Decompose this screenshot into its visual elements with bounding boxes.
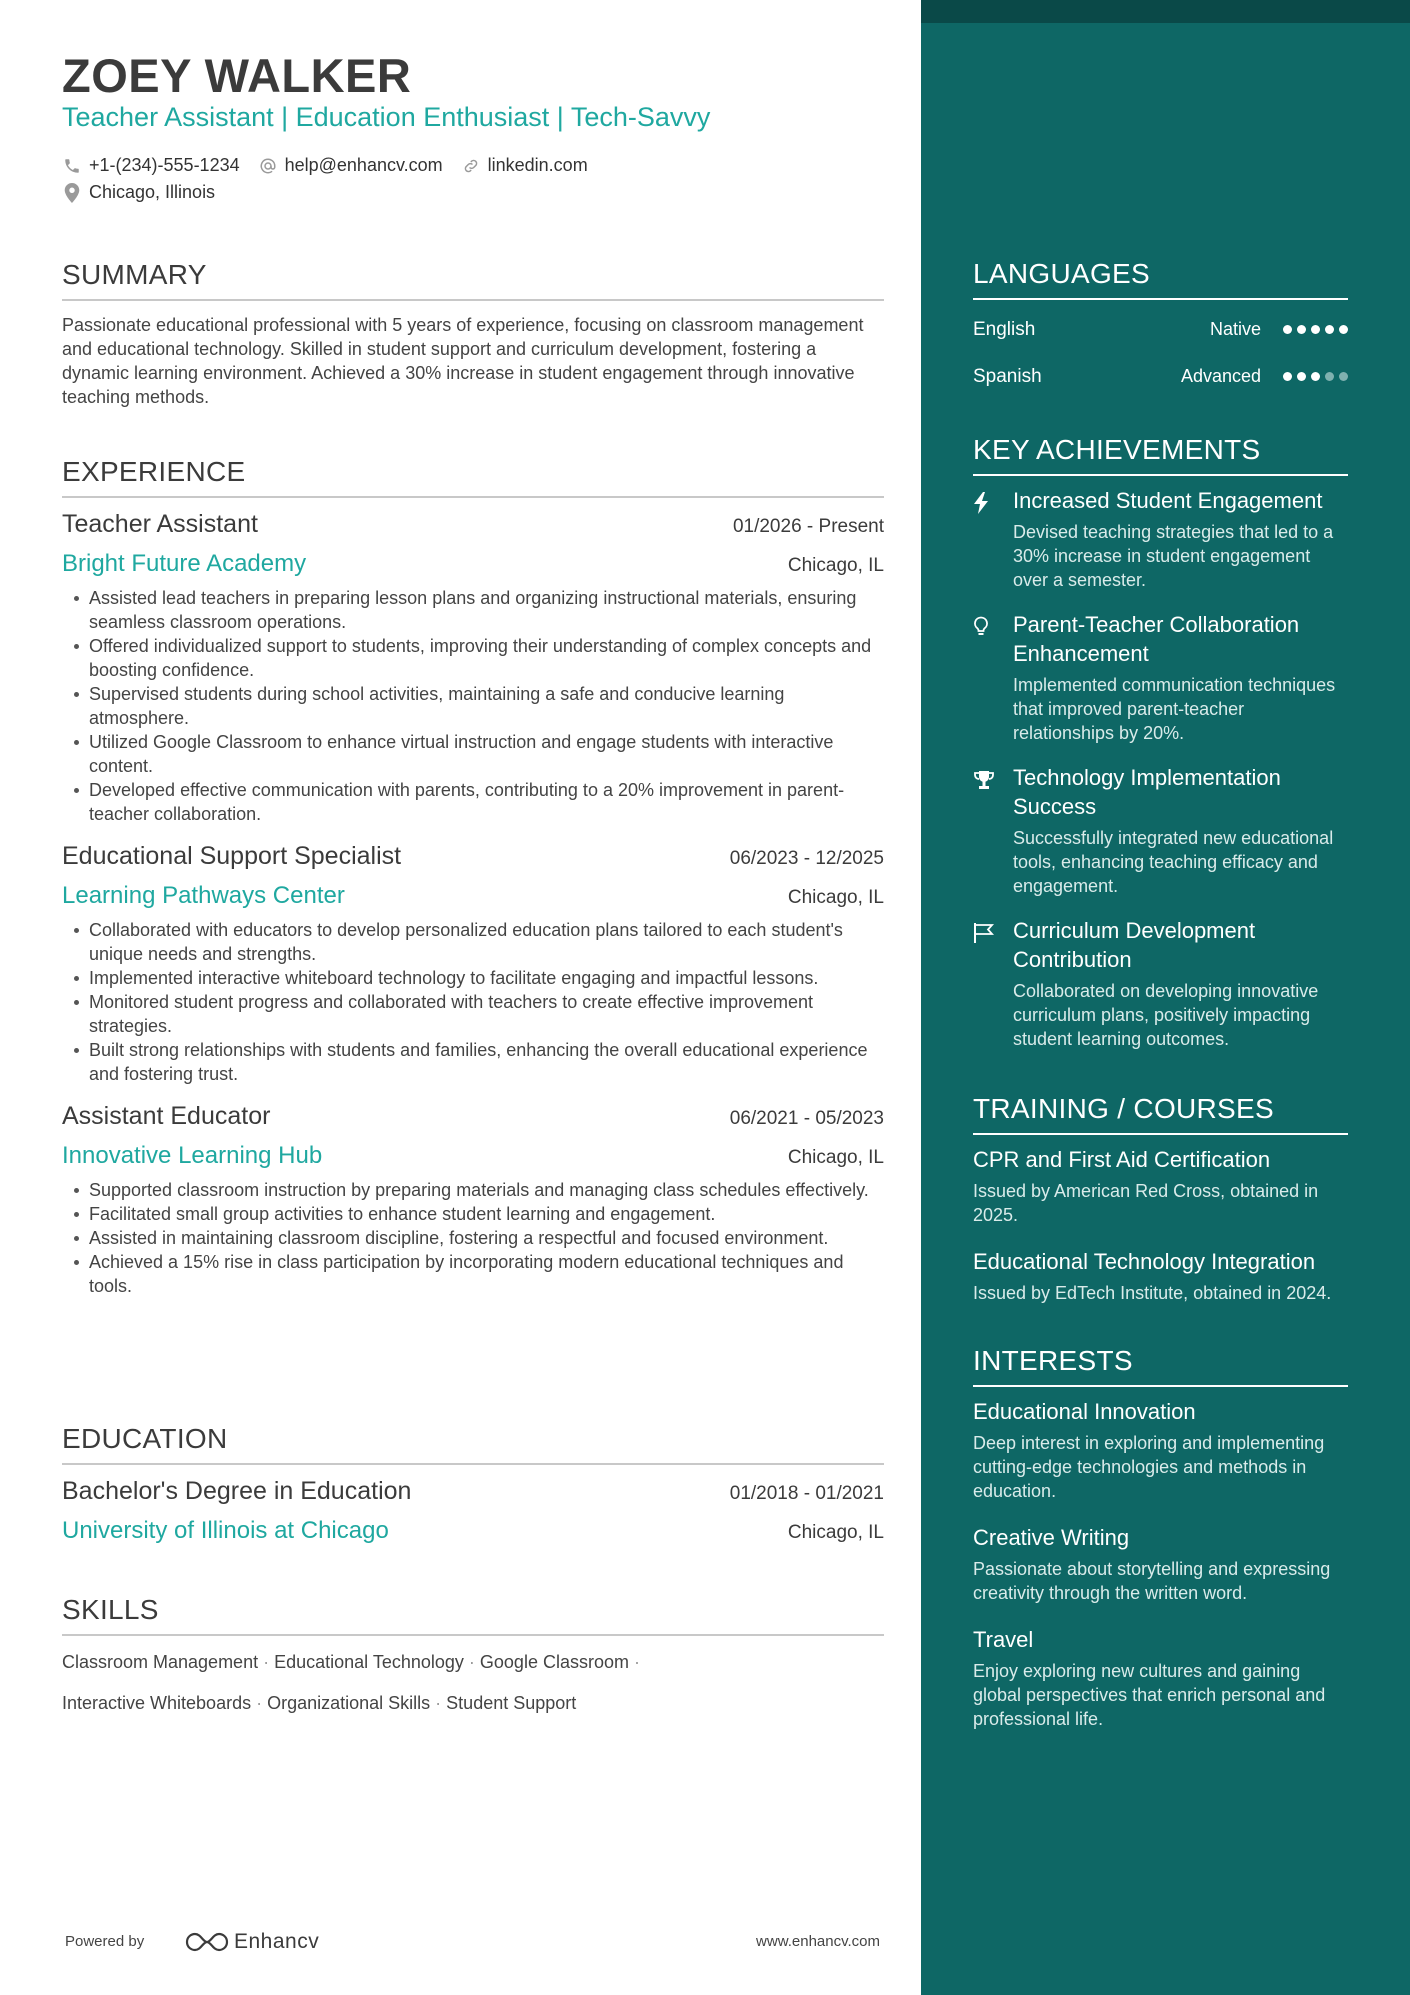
job-title: Educational Support Specialist — [62, 842, 402, 870]
language-row — [973, 306, 1348, 353]
section-divider — [62, 299, 884, 301]
interest-title: Travel — [973, 1627, 1034, 1652]
location-pin-icon — [62, 183, 82, 203]
interest-item — [973, 1523, 1348, 1605]
list-item: Facilitated small group activities to enhance student learning and engagement. — [62, 1202, 884, 1226]
job-entry — [62, 836, 884, 1086]
language-rating — [1283, 372, 1348, 381]
achievement-item — [973, 610, 1348, 745]
language-level: Advanced — [1180, 366, 1261, 386]
section-divider — [973, 1133, 1348, 1135]
education-dates: 01/2018 - 01/2021 — [729, 1483, 884, 1504]
course-item — [973, 1145, 1348, 1227]
list-item: Assisted lead teachers in preparing lesson plans and organizing instructional materials, ensuring seamless classroom operations. — [62, 586, 884, 634]
email-text: help@enhancv.com — [284, 155, 443, 175]
course-title: Educational Technology Integration — [973, 1249, 1316, 1274]
language-name: Spanish — [973, 365, 1042, 387]
list-item: Supported classroom instruction by preparing materials and managing class schedules effectively. — [62, 1178, 884, 1202]
job-bullets — [62, 918, 884, 1086]
interest-desc: Passionate about storytelling and expressing creativity through the written word. — [973, 1559, 1331, 1603]
trophy-icon — [973, 763, 1013, 898]
rating-dot-filled — [1283, 325, 1292, 334]
job-bullets — [62, 1178, 884, 1298]
lightning-icon — [973, 486, 1013, 592]
enhancv-logo-icon — [184, 1931, 230, 1953]
section-divider — [62, 1463, 884, 1465]
degree-title: Bachelor's Degree in Education — [62, 1477, 412, 1505]
course-desc: Issued by EdTech Institute, obtained in 2024. — [973, 1283, 1332, 1303]
section-divider — [62, 1634, 884, 1636]
language-name: English — [973, 318, 1036, 340]
contact-email[interactable] — [258, 155, 443, 176]
interest-item — [973, 1625, 1348, 1731]
course-title: CPR and First Aid Certification — [973, 1147, 1271, 1172]
skill-item: Classroom Management — [62, 1652, 259, 1672]
list-item: Supervised students during school activities, maintaining a safe and conducive learning atmosphere. — [62, 682, 884, 730]
section-divider — [973, 1385, 1348, 1387]
phone-text: +1-(234)-555-1234 — [89, 155, 240, 175]
job-location: Chicago, IL — [787, 887, 884, 908]
job-entry — [62, 1096, 884, 1298]
contact-location — [62, 182, 215, 203]
rating-dot-filled — [1325, 325, 1334, 334]
rating-dot-filled — [1311, 325, 1320, 334]
linkedin-text: linkedin.com — [487, 155, 588, 175]
training-section — [973, 1089, 1348, 1305]
job-dates: 06/2021 - 05/2023 — [729, 1108, 884, 1129]
job-company: Learning Pathways Center — [62, 882, 345, 909]
interests-section — [973, 1341, 1348, 1731]
phone-icon — [62, 156, 82, 176]
languages-section — [973, 254, 1348, 400]
interest-title: Creative Writing — [973, 1525, 1130, 1550]
rating-dot-empty — [1325, 372, 1334, 381]
at-icon — [258, 156, 278, 176]
school-location: Chicago, IL — [787, 1522, 884, 1543]
summary-text: Passionate educational professional with 5 years of experience, focusing on classroom management and educational technology. Skilled in student support and curriculum development, fostering a dynamic learning environment. Achieved a 30% increase in student engagement through innovative teaching methods. — [62, 315, 864, 407]
language-rating — [1283, 325, 1348, 334]
footer — [62, 1930, 884, 1960]
list-item: Collaborated with educators to develop personalized education plans tailored to each student's unique needs and strengths. — [62, 918, 884, 966]
achievement-desc: Devised teaching strategies that led to a 30% increase in student engagement over a semester. — [1013, 522, 1334, 590]
achievement-item — [973, 486, 1348, 592]
contact-linkedin[interactable] — [461, 155, 588, 176]
interest-title: Educational Innovation — [973, 1399, 1196, 1424]
list-item: Offered individualized support to students, improving their understanding of complex concepts and boosting confidence. — [62, 634, 884, 682]
rating-dot-filled — [1297, 372, 1306, 381]
school-name: University of Illinois at Chicago — [62, 1517, 389, 1544]
contact-info — [62, 152, 884, 206]
job-entry — [62, 504, 884, 826]
location-text: Chicago, Illinois — [89, 182, 216, 202]
section-title: SUMMARY — [62, 259, 207, 290]
skill-item: Organizational Skills — [267, 1693, 431, 1713]
job-location: Chicago, IL — [787, 555, 884, 576]
interest-desc: Deep interest in exploring and implementing cutting-edge technologies and methods in education. — [973, 1433, 1325, 1501]
list-item: Developed effective communication with parents, contributing to a 20% improvement in parent-teacher collaboration. — [62, 778, 884, 826]
job-bullets — [62, 586, 884, 826]
contact-phone[interactable] — [62, 155, 240, 176]
list-item: Achieved a 15% rise in class participation by incorporating modern educational techniques and tools. — [62, 1250, 884, 1298]
rating-dot-filled — [1297, 325, 1306, 334]
skills-list: Classroom Management · Educational Technology · Google Classroom · Interactive Whiteboards · Organizational Skills · Student Support — [62, 1652, 640, 1713]
achievement-desc: Collaborated on developing innovative curriculum plans, positively impacting student learning outcomes. — [1013, 981, 1319, 1049]
list-item: Monitored student progress and collaborated with teachers to create effective improvement strategies. — [62, 990, 884, 1038]
powered-by-label: Powered by — [65, 1933, 145, 1950]
job-company: Innovative Learning Hub — [62, 1142, 323, 1169]
job-title: Assistant Educator — [62, 1102, 271, 1130]
website-link[interactable]: www.enhancv.com — [756, 1933, 880, 1950]
section-title: SKILLS — [62, 1594, 159, 1625]
section-title: KEY ACHIEVEMENTS — [973, 434, 1261, 465]
section-title: INTERESTS — [973, 1345, 1133, 1376]
achievement-desc: Implemented communication techniques that improved parent-teacher relationships by 20%. — [1013, 675, 1336, 743]
lightbulb-icon — [973, 610, 1013, 745]
language-level: Native — [1209, 319, 1261, 339]
section-title: EXPERIENCE — [62, 456, 246, 487]
job-company: Bright Future Academy — [62, 550, 307, 577]
achievement-title: Parent-Teacher Collaboration Enhancement — [1013, 612, 1300, 666]
section-title: TRAINING / COURSES — [973, 1093, 1274, 1124]
interest-desc: Enjoy exploring new cultures and gaining global perspectives that enrich personal and professional life. — [973, 1661, 1326, 1729]
flag-icon — [973, 916, 1013, 1051]
enhancv-logo[interactable] — [184, 1930, 319, 1954]
section-title: LANGUAGES — [973, 258, 1150, 289]
skills-section — [62, 1590, 884, 1732]
experience-section — [62, 452, 884, 1298]
rating-dot-filled — [1339, 325, 1348, 334]
job-dates: 06/2023 - 12/2025 — [729, 848, 884, 869]
job-title: Teacher Assistant — [62, 510, 258, 538]
language-row — [973, 353, 1348, 400]
summary-section — [62, 255, 884, 409]
rating-dot-empty — [1339, 372, 1348, 381]
sidebar — [921, 0, 1410, 1995]
link-icon — [461, 156, 481, 176]
section-divider — [973, 474, 1348, 476]
job-dates: 01/2026 - Present — [732, 516, 884, 537]
list-item: Utilized Google Classroom to enhance virtual instruction and engage students with interactive content. — [62, 730, 884, 778]
sidebar-top-band — [921, 0, 1410, 23]
section-title: EDUCATION — [62, 1423, 228, 1454]
section-divider — [62, 496, 884, 498]
candidate-headline: Teacher Assistant | Education Enthusiast | Tech-Savvy — [62, 102, 711, 132]
list-item: Built strong relationships with students and families, enhancing the overall educational experience and fostering trust. — [62, 1038, 884, 1086]
achievement-title: Technology Implementation Success — [1013, 765, 1281, 819]
skill-item: Google Classroom — [479, 1652, 629, 1672]
achievement-title: Increased Student Engagement — [1013, 488, 1323, 513]
list-item: Implemented interactive whiteboard technology to facilitate engaging and impactful lessons. — [62, 966, 884, 990]
section-divider — [973, 298, 1348, 300]
job-location: Chicago, IL — [787, 1147, 884, 1168]
achievement-desc: Successfully integrated new educational tools, enhancing teaching efficacy and engagement. — [1013, 828, 1334, 896]
skill-item: Educational Technology — [274, 1652, 464, 1672]
skill-item: Interactive Whiteboards — [62, 1693, 252, 1713]
brand-name: Enhancv — [234, 1930, 320, 1953]
achievement-item — [973, 916, 1348, 1051]
achievements-section — [973, 430, 1348, 1051]
rating-dot-filled — [1283, 372, 1292, 381]
achievement-item — [973, 763, 1348, 898]
course-item — [973, 1247, 1348, 1305]
education-section — [62, 1419, 884, 1551]
course-desc: Issued by American Red Cross, obtained in 2025. — [973, 1181, 1319, 1225]
interest-item — [973, 1397, 1348, 1503]
candidate-name: ZOEY WALKER — [62, 49, 412, 102]
education-entry — [62, 1471, 884, 1551]
list-item: Assisted in maintaining classroom discipline, fostering a respectful and focused environment. — [62, 1226, 884, 1250]
achievement-title: Curriculum Development Contribution — [1013, 918, 1256, 972]
skill-item: Student Support — [446, 1693, 577, 1713]
rating-dot-filled — [1311, 372, 1320, 381]
